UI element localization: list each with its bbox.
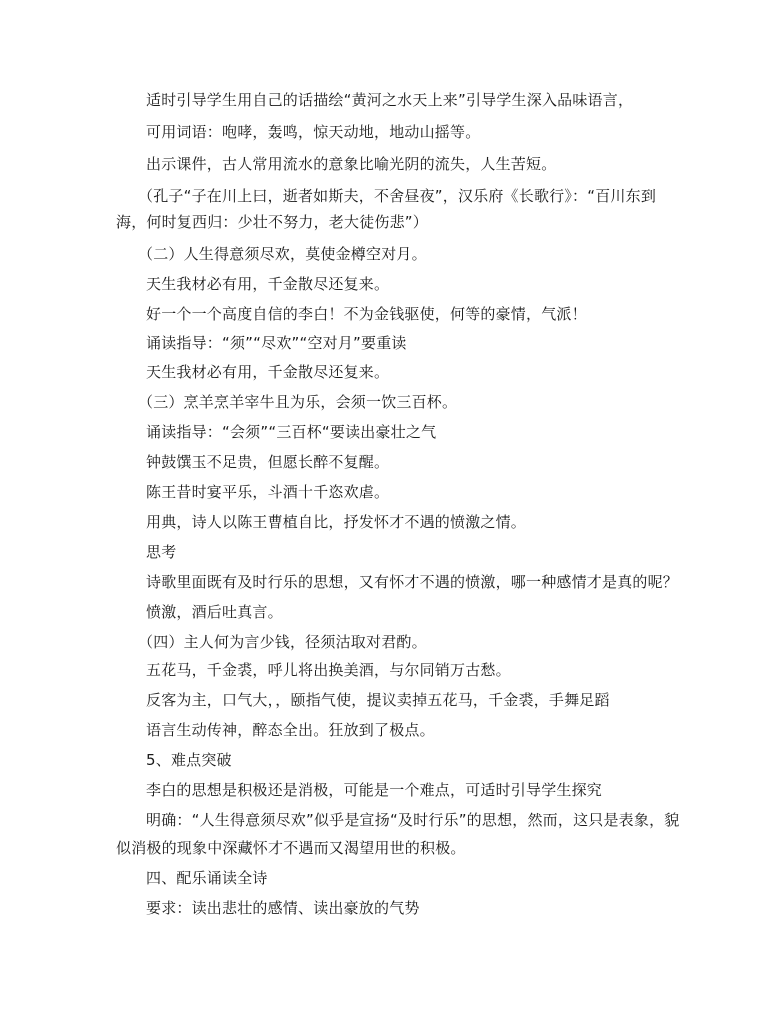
text-line: 诵读指导：“须”“尽欢”“空对月”要重读: [146, 334, 407, 352]
text-line: 似消极的现象中深藏怀才不遇而又渴望用世的积极。: [116, 839, 466, 857]
text-line: （三）烹羊烹羊宰牛且为乐，会须一饮三百杯。: [138, 393, 458, 411]
text-line: （四）主人何为言少钱，径须沽取对君酌。: [138, 633, 427, 651]
text-line: 李白的思想是积极还是消极，可能是一个难点，可适时引导学生探究: [146, 781, 603, 799]
text-line: （二）人生得意须尽欢，莫使金樽空对月。: [138, 245, 427, 263]
text-line: 明确：“人生得意须尽欢”似乎是宣扬“及时行乐”的思想，然而，这只是表象，貌: [146, 811, 680, 829]
text-line: 海，何时复西归：少壮不努力，老大徒伤悲”）: [116, 213, 428, 231]
text-line: 五花马，千金裘，呼儿将出换美酒，与尔同销万古愁。: [146, 661, 511, 679]
section-heading: 思考: [146, 543, 177, 561]
text-line: 诵读指导：“会须”“三百杯“要读出豪壮之气: [146, 423, 437, 441]
text-line: 钟鼓馔玉不足贵，但愿长醉不复醒。: [146, 453, 390, 471]
text-line: 反客为主，口气大，，颐指气使，提议卖掉五花马，千金裘，手舞足蹈: [146, 691, 610, 709]
text-line: 愤激，酒后吐真言。: [146, 603, 283, 621]
text-line: 陈王昔时宴平乐，斗酒十千恣欢虐。: [146, 483, 390, 501]
text-line: 天生我材必有用，千金散尽还复来。: [146, 275, 390, 293]
text-line: 出示课件，古人常用流水的意象比喻光阴的流失，人生苦短。: [146, 155, 557, 173]
section-heading: 5、难点突破: [146, 751, 232, 769]
text-line: 用典，诗人以陈王曹植自比，抒发怀才不遇的愤激之情。: [146, 513, 527, 531]
text-line: 适时引导学生用自己的话描绘“黄河之水天上来”引导学生深入品味语言，: [146, 91, 634, 109]
text-line: 语言生动传神，醉态全出。狂放到了极点。: [146, 721, 435, 739]
section-heading: 四、配乐诵读全诗: [146, 869, 268, 887]
text-line: 要求：读出悲壮的感情、读出豪放的气势: [146, 899, 420, 917]
text-line: 可用词语：咆哮，轰鸣，惊天动地，地动山摇等。: [146, 123, 481, 141]
text-line: （孔子“子在川上曰，逝者如斯夫，不舍昼夜”，汉乐府《长歌行》：“百川东到: [138, 187, 657, 205]
text-line: 好一个一个高度自信的李白！不为金钱驱使，何等的豪情，气派！: [146, 305, 587, 323]
text-line: 天生我材必有用，千金散尽还复来。: [146, 363, 390, 381]
text-line: 诗歌里面既有及时行乐的思想，又有怀才不遇的愤激，哪一种感情才是真的呢？: [146, 573, 679, 591]
